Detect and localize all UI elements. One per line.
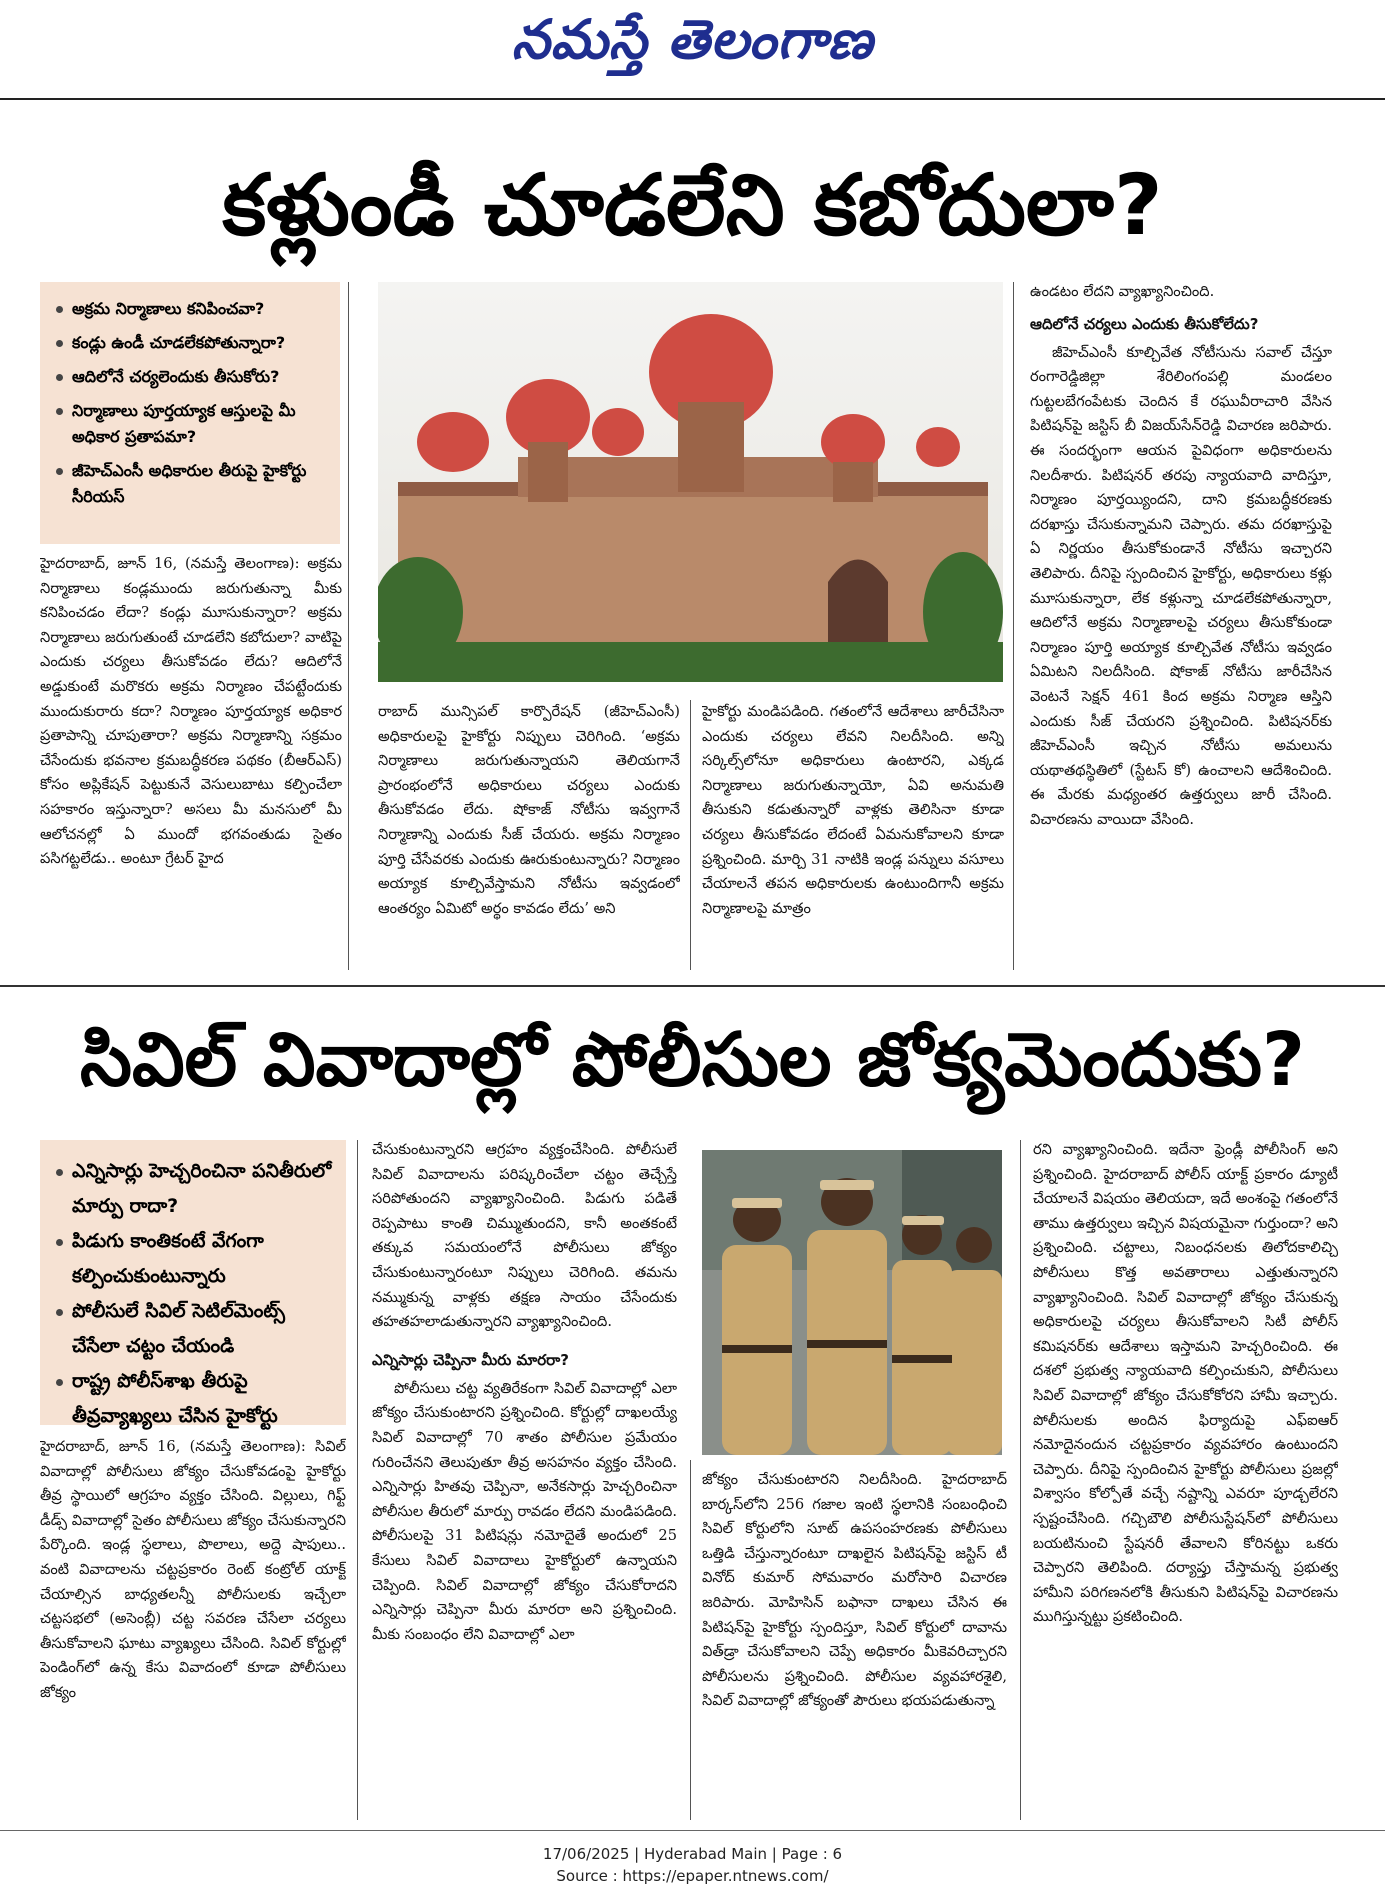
story2-body: జోక్యం చేసుకుంటారని నిలదీసింది. హైదరాబాద్ బార్కస్‌లోని 256 గజాల ఇంటి స్థలానికి సంబంధించి సివిల్ కోర్టులోని సూట్ ఉపసంహరణకు పోలీసులు ఒత్తిడి చేస్తున్నారంటూ దాఖలైన పిటిషన్‌పై జస్టిస్ టీ వినోద్ కుమార్ సోమవారం మరోసారి విచారణ జరిపారు. మోహిసిన్ బఫానా దాఖలు చేసిన ఈ పిటిషన్‌పై హైకోర్టు స్పందిస్తూ, సివిల్ కోర్టులో దావాను విత్‌డ్రా చేసుకోవాలని చెప్పే అధికారం మీకెవరిచ్చారని పోలీసులను ప్రశ్నించింది. పోలీసుల వ్యవహారశైలి, సివిల్ వివాదాల్లో జోక్యంతో పౌరులు భయపడుతున్నా (702, 1471, 1007, 1710)
story2-body: పోలీసులు చట్ట వ్యతిరేకంగా సివిల్ వివాదాల్లో ఎలా జోక్యం చేసుకుంటారని ప్రశ్నించింది. కోర్టుల్లో దాఖలయ్యే సివిల్ వివాదాల్లో 70 శాతం పోలీసుల ప్రమేయం గురించేనని తెలుపుతూ తీవ్ర అసహనం వ్యక్తం చేసింది. ఎన్నిసార్లు హితవు చెప్పినా, అనేకసార్లు హెచ్చరించినా పోలీసుల తీరులో మార్పు రావడం లేదని మండిపడింది. పోలీసులపై 31 పిటిషన్లు నమోదైతే అందులో 25 కేసులు సివిల్ వివాదాలు హైకోర్టులో ఉన్నాయని చెప్పింది. సివిల్ వివాదాల్లో జోక్యం చేసుకోరాదని ఎన్నిసార్లు చెప్పినా మీరు మారరా అని ప్రశ్నించింది. మీకు సంబంధం లేని వివాదాల్లో ఎలా (372, 1379, 677, 1643)
footer-dateline: 17/06/2025 | Hyderabad Main | Page : 6 (542, 1845, 843, 1863)
bottom-rule (0, 1830, 1385, 1831)
story1-column-2 (378, 700, 680, 970)
story2-body: రని వ్యాఖ్యానించింది. ఇదేనా ఫ్రెండ్లీ పోలీసింగ్ అని ప్రశ్నించింది. హైదరాబాద్ పోలీస్ యాక్ట్ ప్రకారం డ్యూటీ చేయాలనే విషయం తెలియదా, ఇదే అంశంపై గతంలోనే తాము ఉత్తర్వులు ఇచ్చిన విషయమైనా గుర్తుందా? అని ప్రశ్నించింది. చట్టాలు, నిబంధనలకు తిలోదకాలిచ్చి పోలీసులు కొత్త అవతారాలు ఎత్తుతున్నారని వ్యాఖ్యానించింది. సివిల్ వివాదాల్లో జోక్యం చేసుకున్న అధికారులపై చర్యలు తీసుకోవాలని సిటీ పోలీస్ కమిషనర్‌కు ఆదేశాలు ఇస్తామని హెచ్చరించింది. ఈ దశలో ప్రభుత్వ న్యాయవాది కల్పించుకుని, పోలీసులు సివిల్ వివాదాల్లో జోక్యం చేసుకోకోరని హామీ ఇచ్చారు. పోలీసులకు అందిన ఫిర్యాదుపై ఎఫ్ఐఆర్ నమోదైనందున చట్టప్రకారం వ్యవహారం ఉంటుందని చెప్పారు. దీనిపై స్పందించిన హైకోర్టు పోలీసులు ప్రజల్లో విశ్వాసం కోల్పోతే వచ్చే నష్టాన్ని ఎవరూ పూడ్చలేరని స్పష్టంచేసింది. గచ్చిబౌలి పోలీసుస్టేషన్‌లో పోలీసులు బయటినుంచి స్టేషనరీ తేవాలని కోరినట్టు ఒకరు చెప్పారని తెలిపింది. దర్యాప్తు చేస్తామన్న ప్రభుత్వ హామీని పరిగణనలోకి తీసుకుని పిటిషన్‌పై విచారణను ముగిస్తున్నట్టు ప్రకటించింది. (1033, 1141, 1338, 1626)
high-court-photo (378, 282, 1003, 682)
story2-highlights-box (40, 1140, 346, 1425)
story2-highlight: ఎన్నిసార్లు హెచ్చరించినా పనితీరులో మార్పు రాదా? (54, 1154, 332, 1224)
story1-highlight: ఆదిలోనే చర్యలెందుకు తీసుకోరు? (54, 360, 326, 394)
story2-headline: సివిల్ వివాదాల్లో పోలీసుల జోక్యమెందుకు? (80, 1017, 1305, 1103)
footer (0, 1843, 1385, 1887)
police-photo (702, 1150, 1002, 1455)
column-rule (1013, 282, 1014, 970)
story1-body: రాబాద్ మున్సిపల్ కార్పొరేషన్ (జీహెచ్ఎంసీ) అధికారులపై హైకోర్టు నిప్పులు చెరిగింది. ‘అక్రమ నిర్మాణాలు జరుగుతున్నాయని తెలియగానే ప్రారంభంలోనే అధికారులు చర్యలు ఎందుకు తీసుకోవడం లేదు. షోకాజ్ నోటీసు ఇవ్వగానే నిర్మాణాన్ని ఎందుకు సీజ్ చేయరు. అక్రమ నిర్మాణం పూర్తి చేసేవరకు ఎందుకు ఊరుకుంటున్నారు? నిర్మాణం అయ్యాక కూల్చివేస్తామని నోటీసు ఇవ్వడంలో ఆంతర్యం ఏమిటో అర్థం కావడం లేదు’ అని (378, 703, 680, 917)
column-rule (690, 1460, 691, 1820)
story2-column-3 (702, 1468, 1007, 1820)
story1-body: హైకోర్టు మండిపడింది. గతంలోనే ఆదేశాలు జారీచేసినా ఎందుకు చర్యలు లేవని నిలదీసింది. అన్ని సర్కిల్స్‌లోనూ అధికారులు ఉంటారని, ఎక్కడ నిర్మాణాలు జరుగుతున్నాయో, ఏవి అనుమతి తీసుకుని కడుతున్నారో వాళ్లకు తెలిసినా కూడా చర్యలు తీసుకోవడం లేదంటే ఏమనుకోవాలని కూడా ప్రశ్నించింది. మార్చి 31 నాటికి ఇండ్ల పన్నులు వసూలు చేయాలనే తపన అధికారులకు ఉంటుందిగానీ అక్రమ నిర్మాణాలపై మాత్రం (702, 703, 1004, 917)
story1-body: హైదరాబాద్, జూన్ 16, (నమస్తే తెలంగాణ): అక్రమ నిర్మాణాలు కండ్లముందు జరుగుతున్నా మీకు కనిపించడం లేదా? కండ్లు మూసుకున్నారా? అక్రమ నిర్మాణాలు జరుగుతుంటే చూడలేని కబోదులా? వాటిపై ఎందుకు చర్యలు తీసుకోవడం లేదు? ఆదిలోనే అడ్డుకుంటే మరొకరు అక్రమ నిర్మాణం చేపట్టేందుకు ముందుకురారు కదా? నిర్మాణం పూర్తయ్యాక అధికార ప్రతాపాన్ని చూపుతారా? అక్రమ నిర్మాణాన్ని సక్రమం చేసేందుకు భవనాల క్రమబద్ధీకరణ పథకం (బీఆర్ఎస్) కోసం అప్లికేషన్ పెట్టుకునే వెసులుబాటు కల్పించేలా సహకారం ఇస్తున్నారా? అసలు మీ మనసులో మీ ఆలోచనల్లో ఏ ముందో భగవంతుడు సైతం పసిగట్టలేడు.. అంటూ గ్రేటర్ హైద (40, 555, 342, 868)
footer-source: Source : https://epaper.ntnews.com/ (556, 1867, 829, 1885)
story1-headline: కళ్లుండీ చూడలేని కబోదులా? (222, 156, 1163, 254)
story1-highlight: జీహెచ్ఎంసీ అధికారుల తీరుపై హైకోర్టు సీరియస్ (54, 454, 326, 510)
story1-highlight: కండ్లు ఉండీ చూడలేకపోతున్నారా? (54, 326, 326, 360)
story1-highlights-box (40, 282, 340, 544)
story2-column-4 (1033, 1138, 1338, 1820)
column-rule (1020, 1140, 1021, 1820)
story2-column-1 (40, 1435, 346, 1820)
story1-highlight: అక్రమ నిర్మాణాలు కనిపించవా? (54, 292, 326, 326)
masthead-logo: నమస్తే తెలంగాణ (511, 8, 874, 71)
story1-body: ఉండటం లేదని వ్యాఖ్యానించింది. (1030, 283, 1215, 300)
column-rule (348, 282, 349, 970)
top-rule (0, 98, 1385, 100)
column-rule (690, 700, 691, 970)
story2-body: హైదరాబాద్, జూన్ 16, (నమస్తే తెలంగాణ): సివిల్ వివాదాల్లో పోలీసులు జోక్యం చేసుకోవడంపై హైకోర్టు తీవ్ర స్థాయిలో ఆగ్రహం వ్యక్తం చేసింది. విల్లులు, గిఫ్ట్ డీడ్స్ వివాదాల్లో సైతం పోలీసులు జోక్యం చేసుకున్నారని పేర్కొంది. ఇండ్ల స్థలాలు, పొలాలు, అద్దె షాపులు.. వంటి వివాదాలను చట్టప్రకారం రెంట్ కంట్రోల్ యాక్ట్ చేయాల్సిన బాధ్యతలన్నీ పోలీసులకు ఇచ్చేలా చట్టసభలో (అసెంబ్లీ) చట్ట సవరణ చేసేలా చర్యలు తీసుకోవాలని ఘాటు వ్యాఖ్యలు చేసింది. సివిల్ కోర్టుల్లో పెండింగ్‌లో ఉన్న కేసు వివాదంలో కూడా పోలీసులు జోక్యం (40, 1438, 346, 1701)
story2-highlight: రాష్ట్ర పోలీస్‌శాఖ తీరుపై తీవ్రవ్యాఖ్యలు చేసిన హైకోర్టు (54, 1364, 332, 1434)
story1-subhead: ఆదిలోనే చర్యలు ఎందుకు తీసుకోలేదు? (1030, 314, 1259, 333)
story1-body: జీహెచ్ఎంసీ కూల్చివేత నోటీసును సవాల్ చేస్తూ రంగారెడ్డిజిల్లా శేరిలింగంపల్లి మండలం గుట్టలబేగంపేటకు చెందిన కే రఘువీరాచారి వేసిన పిటిషన్‌పై జస్టిస్ బీ విజయ్‌సేన్‌రెడ్డి విచారణ జరిపారు. ఈ సందర్భంగా ఆయన పైవిధంగా అధికారులను నిలదీశారు. పిటిషనర్ తరపు న్యాయవాది వాదిస్తూ, నిర్మాణం పూర్తయ్యిందని, దాని క్రమబద్ధీకరణకు దరఖాస్తు చేసుకున్నామని చెప్పారు. తమ దరఖాస్తుపై ఏ నిర్ణయం తీసుకోకుండానే నోటీసు ఇచ్చారని తెలిపారు. దీనిపై స్పందించిన హైకోర్టు, అధికారులు కళ్లు మూసుకున్నారా, లేక కళ్లున్నా చూడలేకపోతున్నారా, ఆదిలోనే అక్రమ నిర్మాణాలపై చర్యలు తీసుకోకుండా నిర్మాణం పూర్తి అయ్యాక కూల్చివేత నోటీసు ఇవ్వడం ఏమిటని నిలదీసింది. షోకాజ్ నోటీసు జారీచేసిన వెంటనే సెక్షన్ 461 కింద అక్రమ నిర్మాణ ఆస్తిని ఎందుకు సీజ్ చేయరని ప్రశ్నించింది. పిటిషనర్‌కు జీహెచ్ఎంసీ ఇచ్చిన నోటీసు అమలును యథాతథస్థితిలో (స్టేటస్ కో) ఉంచాలని ఆదేశించింది. ఈ మేరకు మధ్యంతర ఉత్తర్వులు జారీ చేసింది. విచారణను వాయిదా వేసింది. (1030, 343, 1332, 828)
story1-column-3 (702, 700, 1004, 970)
column-rule (357, 1140, 358, 1820)
story2-highlight: పిడుగు కాంతికంటే వేగంగా కల్పించుకుంటున్నారు (54, 1224, 332, 1294)
story1-column-1 (40, 552, 342, 972)
story2-column-2 (372, 1138, 677, 1820)
story2-subhead: ఎన్నిసార్లు చెప్పినా మీరు మారరా? (372, 1350, 569, 1369)
story2-body: చేసుకుంటున్నారని ఆగ్రహం వ్యక్తంచేసింది. పోలీసులే సివిల్ వివాదాలను పరిష్కరించేలా చట్టం తెచ్చేస్తే సరిపోతుందని వ్యాఖ్యానించింది. పిడుగు పడితే రెప్పపాటు కాంతి చిమ్ముతుందని, కానీ అంతకంటే తక్కువ సమయంలోనే పోలీసులు జోక్యం చేసుకుంటున్నారంటూ నిప్పులు చెరిగింది. తమను నమ్ముకున్న వాళ్లకు తక్షణ సాయం చేసేందుకు తహతహలాడుతున్నారని వ్యాఖ్యానించింది. (372, 1141, 677, 1331)
story1-highlight: నిర్మాణాలు పూర్తయ్యాక ఆస్తులపై మీ అధికార ప్రతాపమా? (54, 394, 326, 454)
story1-column-4 (1030, 280, 1332, 970)
section-rule (0, 985, 1385, 987)
story2-highlight: పోలీసులే సివిల్ సెటిల్‌మెంట్స్ చేసేలా చట్టం చేయండి (54, 1294, 332, 1364)
